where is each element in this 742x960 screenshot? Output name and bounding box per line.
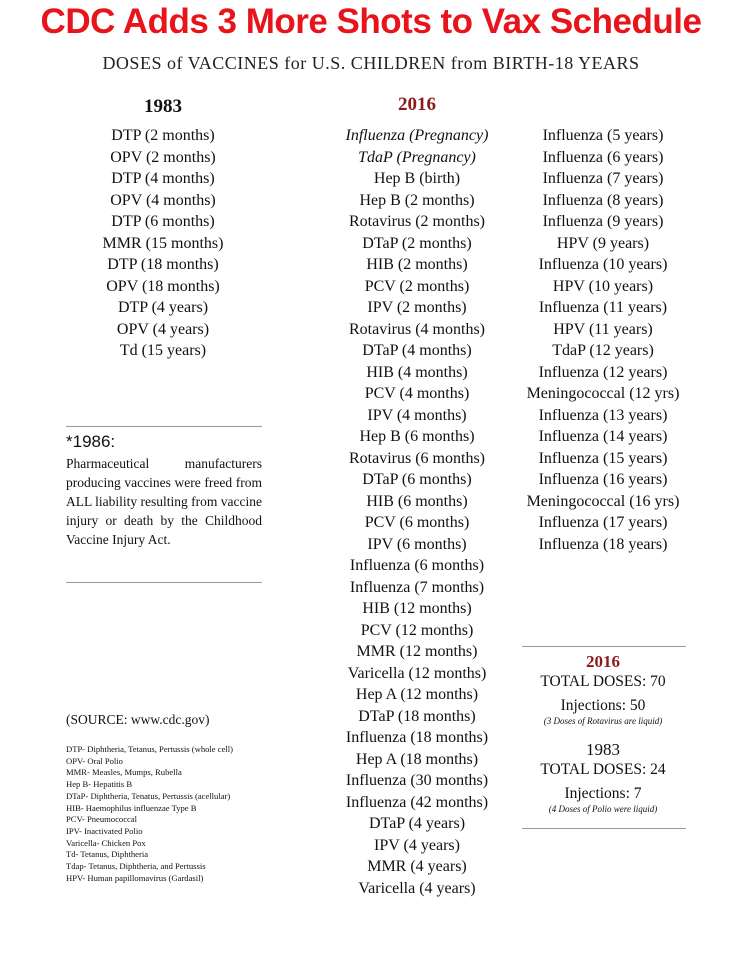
dose-item-2016: MMR (4 years) <box>367 858 467 875</box>
dose-item-2016: Influenza (6 years) <box>542 148 664 166</box>
dose-item-1983: DTP (6 months) <box>111 213 215 230</box>
dose-item-2016: Meningococcal (16 yrs) <box>526 492 680 510</box>
totals-2016-year: 2016 <box>586 652 620 671</box>
dose-item-2016: HPV (9 years) <box>556 234 650 252</box>
dose-item-2016: Influenza (15 years) <box>538 449 668 467</box>
abbreviation-item: Td- Tetanus, Diphtheria <box>66 849 149 860</box>
abbreviation-item: IPV- Inactivated Polio <box>66 825 143 836</box>
dose-item-2016: HPV (10 years) <box>552 277 654 295</box>
dose-item-1983: OPV (2 months) <box>110 148 216 166</box>
dose-item-1983: DTP (4 months) <box>111 170 215 187</box>
abbreviation-item: HIB- Haemophilus influenzae Type B <box>66 802 197 813</box>
year-1983-heading: 1983 <box>144 96 182 117</box>
dose-item-2016: IPV (6 months) <box>367 535 467 553</box>
dose-item-2016: HPV (11 years) <box>553 320 653 338</box>
totals-2016-total: TOTAL DOSES: 70 <box>540 673 666 690</box>
dose-item-2016: Influenza (17 years) <box>538 514 668 531</box>
totals-top-divider <box>522 646 686 647</box>
dose-item-1983: OPV (4 months) <box>110 191 216 209</box>
abbreviation-item: PCV- Pneumococcal <box>66 814 138 825</box>
totals-2016-injections: Injections: 50 <box>560 697 646 714</box>
dose-item-2016: Influenza (5 years) <box>542 127 664 144</box>
dose-item-2016: DTaP (2 months) <box>362 234 472 252</box>
dose-item-1983: Td (15 years) <box>119 342 207 359</box>
note-title: *1986: <box>66 432 116 451</box>
dose-item-2016: DTaP (6 months) <box>362 471 472 488</box>
totals-1983-injections: Injections: 7 <box>564 785 642 802</box>
doses-2016-list-a <box>317 125 517 899</box>
abbreviation-item: MMR- Measles, Mumps, Rubella <box>66 767 182 778</box>
dose-item-2016: Influenza (8 years) <box>542 191 664 209</box>
dose-item-2016: TdaP (12 years) <box>552 342 654 359</box>
abbreviation-item: Hep B- Hepatitis B <box>66 779 133 790</box>
dose-item-2016: DTaP (4 years) <box>368 815 466 832</box>
totals-1983-year: 1983 <box>586 740 620 759</box>
dose-item-2016: HIB (4 months) <box>366 363 468 381</box>
totals-1983-note: (4 Doses of Polio were liquid) <box>548 804 658 814</box>
abbreviation-item: HPV- Human papillomavirus (Gardasil) <box>66 872 204 883</box>
abbreviation-item: Varicella- Chicken Pox <box>66 837 146 848</box>
note-body: Pharmaceutical manufacturers producing vaccines were freed from ALL liability resulting from vaccine injury or death by the Childhood Vaccine Injury Act. <box>66 456 262 547</box>
dose-item-2016: Hep A (18 months) <box>355 750 479 768</box>
dose-item-2016: Influenza (42 months) <box>345 793 489 811</box>
dose-item-2016: Influenza (12 years) <box>538 363 668 381</box>
dose-item-2016: Influenza (30 months) <box>345 772 489 789</box>
dose-item-2016: Rotavirus (6 months) <box>349 449 485 467</box>
abbreviations-list <box>66 744 233 884</box>
dose-item-2016: Influenza (Pregnancy) <box>345 127 489 144</box>
dose-item-2016: Influenza (7 months) <box>349 578 485 596</box>
dose-item-2016: MMR (12 months) <box>356 643 478 660</box>
year-2016-heading: 2016 <box>398 94 436 115</box>
dose-item-2016: Hep B (birth) <box>373 170 461 187</box>
dose-item-1983: OPV (18 months) <box>106 277 220 295</box>
totals-bottom-divider <box>522 828 686 829</box>
subheading: DOSES of VACCINES for U.S. CHILDREN from BIRTH-18 YEARS <box>102 53 640 73</box>
dose-item-2016: Influenza (18 months) <box>345 729 489 746</box>
dose-item-2016: PCV (2 months) <box>364 277 470 295</box>
dose-item-2016: Influenza (10 years) <box>538 256 668 273</box>
dose-item-2016: Rotavirus (4 months) <box>349 320 485 338</box>
dose-item-1983: OPV (4 years) <box>116 320 210 338</box>
totals-1983 <box>520 740 686 814</box>
dose-item-2016: DTaP (18 months) <box>358 707 476 725</box>
dose-item-2016: PCV (12 months) <box>360 621 474 639</box>
dose-item-2016: Varicella (12 months) <box>347 664 487 682</box>
dose-item-2016: Hep B (2 months) <box>359 191 475 209</box>
totals-2016 <box>520 652 686 726</box>
dose-item-2016: Influenza (16 years) <box>538 471 668 488</box>
source-text: (SOURCE: www.cdc.gov) <box>66 712 210 727</box>
dose-item-2016: Influenza (11 years) <box>538 299 668 316</box>
dose-item-1983: MMR (15 months) <box>102 234 224 252</box>
totals-1983-total: TOTAL DOSES: 24 <box>540 761 666 778</box>
dose-item-2016: Influenza (18 years) <box>538 535 668 553</box>
dose-item-2016: Hep A (12 months) <box>355 686 479 703</box>
doses-2016-list-b <box>510 125 696 555</box>
dose-item-2016: DTaP (4 months) <box>362 342 472 359</box>
dose-item-2016: Meningococcal (12 yrs) <box>526 385 680 402</box>
note-top-divider <box>66 426 262 427</box>
dose-item-1983: DTP (4 years) <box>117 299 209 316</box>
note-bottom-divider <box>66 582 262 583</box>
doses-1983-list <box>83 125 243 362</box>
abbreviation-item: Tdap- Tetanus, Diphtheria, and Pertussis <box>66 861 206 872</box>
abbreviation-item: OPV- Oral Polio <box>66 755 123 766</box>
dose-item-2016: PCV (4 months) <box>364 385 470 402</box>
dose-item-2016: HIB (6 months) <box>366 492 468 510</box>
dose-item-2016: IPV (2 months) <box>367 299 467 316</box>
abbreviation-item: DTP- Diphtheria, Tetanus, Pertussis (whole cell) <box>66 744 234 754</box>
dose-item-2016: Influenza (7 years) <box>542 170 664 187</box>
dose-item-2016: HIB (12 months) <box>362 600 472 617</box>
dose-item-2016: Influenza (13 years) <box>538 406 668 424</box>
dose-item-2016: HIB (2 months) <box>366 256 468 273</box>
dose-item-2016: Varicella (4 years) <box>358 879 476 897</box>
dose-item-2016: Hep B (6 months) <box>359 428 475 445</box>
dose-item-2016: PCV (6 months) <box>364 514 470 531</box>
abbreviation-item: DTaP- Diphtheria, Tenatus, Pertussis (acellular) <box>66 790 231 801</box>
dose-item-2016: Rotavirus (2 months) <box>349 213 485 230</box>
dose-item-2016: IPV (4 months) <box>367 406 467 424</box>
dose-item-2016: Influenza (9 years) <box>542 213 664 230</box>
totals-2016-note: (3 Doses of Rotavirus are liquid) <box>543 716 663 726</box>
dose-item-2016: TdaP (Pregnancy) <box>358 148 476 166</box>
dose-item-1983: DTP (18 months) <box>107 256 219 273</box>
dose-item-2016: Influenza (14 years) <box>538 428 668 445</box>
dose-item-2016: IPV (4 years) <box>374 836 460 854</box>
dose-item-2016: Influenza (6 months) <box>349 557 485 574</box>
dose-item-1983: DTP (2 months) <box>111 127 215 144</box>
headline: CDC Adds 3 More Shots to Vax Schedule <box>40 2 702 41</box>
